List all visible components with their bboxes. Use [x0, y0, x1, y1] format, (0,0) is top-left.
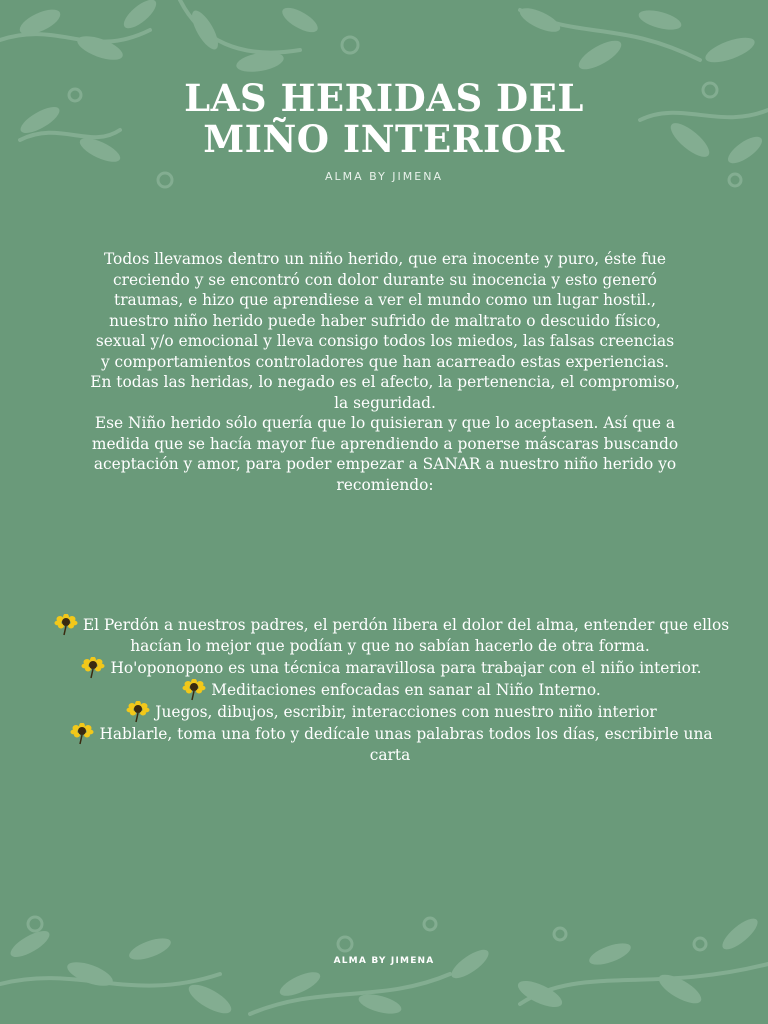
title-line-1: LAS HERIDAS DEL: [184, 76, 584, 120]
list-item-text: Meditaciones enfocadas en sanar al Niño Interno.: [211, 681, 601, 699]
author-subtitle: ALMA BY JIMENA: [324, 170, 443, 183]
intro-paragraph-1: Todos llevamos dentro un niño herido, que era inocente y puro, éste fue creciendo y se encontró con dolor durante su inocencia y esto generó traumas, e hizo que aprendiese a ver el mundo como un lugar hostil., nuestro niño herido puede haber sufrido de maltrato o descuido físico, sexual y/o emocional y lleva consigo todos los miedos, las falsas creencias y comportamientos controladores que han acarreado estas experiencias.: [95, 250, 675, 371]
footer-brand: ALMA BY JIMENA: [333, 956, 435, 966]
list-item-text: Ho'oponopono es una técnica maravillosa para trabajar con el niño interior.: [110, 659, 702, 677]
list-item-text: El Perdón a nuestros padres, el perdón libera el dolor del alma, entender que ellos hacían lo mejor que podían y que no sabían hacerlo de otra forma.: [82, 616, 730, 655]
sunflower-icon: [67, 723, 97, 745]
sunflower-icon: [78, 657, 108, 679]
list-item: [50, 614, 730, 657]
list-item-text: Hablarle, toma una foto y dedícale unas palabras todos los días, escribirle una carta: [99, 725, 713, 764]
intro-paragraph-2: En todas las heridas, lo negado es el afecto, la pertenencia, el compromiso, la seguridad.: [90, 373, 680, 412]
recommendation-list: [50, 614, 730, 766]
list-item: [50, 701, 730, 723]
list-item: [50, 723, 730, 766]
intro-paragraph-3: Ese Niño herido sólo quería que lo quisieran y que lo aceptasen. Así que a medida que se hacía mayor fue aprendiendo a ponerse máscaras buscando aceptación y amor, para poder empezar a SANAR a nuestro niño herido yo recomiendo:: [91, 414, 679, 494]
intro-text: [90, 249, 680, 495]
list-item: [50, 657, 730, 679]
list-item: [50, 679, 730, 701]
sunflower-icon: [51, 614, 81, 636]
title-line-2: MIÑO INTERIOR: [203, 117, 565, 161]
page-title: [0, 78, 768, 160]
sunflower-icon: [179, 679, 209, 701]
sunflower-icon: [123, 701, 153, 723]
list-item-text: Juegos, dibujos, escribir, interacciones con nuestro niño interior: [155, 703, 657, 721]
